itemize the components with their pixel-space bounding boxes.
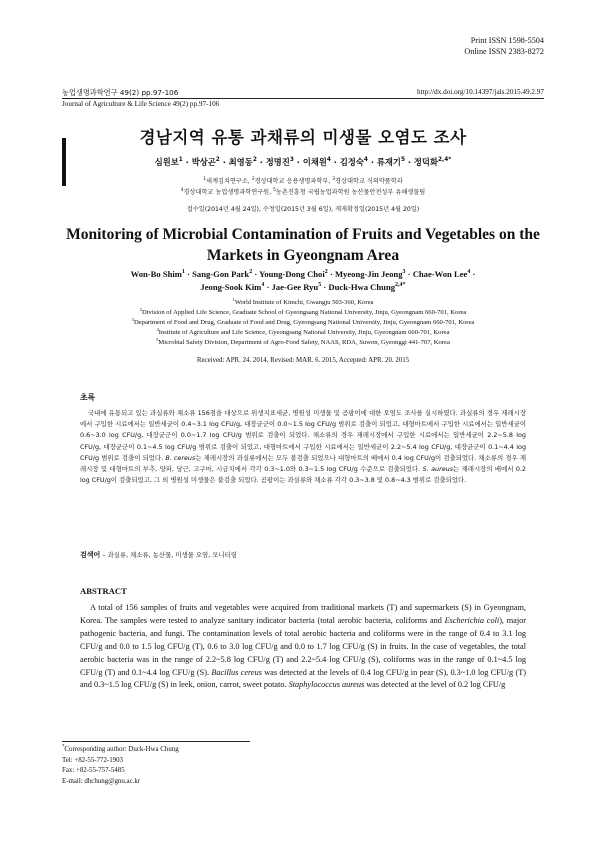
email[interactable]: E-mail: dhchung@gnu.ac.kr [62, 777, 141, 785]
author-en: Young-Dong Choi$^2$ [259, 269, 328, 279]
author-kr: 박상곤$^2$ [191, 157, 220, 167]
journal-citation-kr: 농업생명과학연구 49(2) pp.97-106 [62, 88, 179, 97]
issn-block [464, 36, 544, 57]
author-en: Myeong-Jin Jeong$^3$ [334, 269, 406, 279]
affiliation-kr: $^5$농촌진흥청 국립농업과학원 농산물안전성부 유해생물팀 [273, 187, 426, 196]
affiliations-en [62, 298, 544, 348]
keywords-text: – 과실류, 채소류, 농산물, 미생물 오염, 모니터링 [100, 551, 237, 559]
affiliation-en: $^3$Department of Food and Drug, Graduate of Food and Drug, Gyeongsang National University, Jinju, Gyeongnam 660-701, Korea [131, 316, 475, 326]
affiliation-en: $^5$Microbial Safety Division, Department of Agro-Food Safety, NAAS, RDA, Suwon, Gyeonggi 441-707, Korea [156, 336, 450, 346]
corresponding-author-footnote [62, 745, 179, 787]
author-kr: 김정숙$^4$ [339, 157, 368, 167]
author-list-en: Won-Bo Shim$^1$ · Sang-Gon Park$^2$ · Young-Dong Choi$^2$ · Myeong-Jin Jeong$^3$ · Chae-Won Lee$^4$ · Jeong-Sook Kim$^4$ · Jae-Gee Ryu$^5$ · Duck-Hwa Chung$^{2,4*}$ [130, 269, 476, 292]
affiliations-kr [62, 176, 544, 198]
author-en: Sang-Gon Park$^2$ [192, 269, 253, 279]
author-en: Jeong-Sook Kim$^4$ [200, 282, 265, 292]
author-kr: 이채원$^4$ [302, 157, 331, 167]
telephone: Tel: +82-55-772-1903 [62, 756, 124, 764]
abstract-kr-heading: 초록 [80, 393, 96, 402]
author-kr: 정명진$^3$ [265, 157, 294, 167]
fax: Fax: +82-55-757-5485 [62, 767, 125, 775]
author-kr: 심원보$^1$ [154, 157, 183, 167]
affiliation-en: $^2$Division of Applied Life Science, Graduate School of Gyeongsang National University, Jinju, Gyeongnam 660-701, Korea [139, 306, 467, 316]
abstract-en-heading: ABSTRACT [80, 586, 127, 596]
abstract-en-body: A total of 156 samples of fruits and vegetables were acquired from traditional markets (T) and supermarkets (S) in Gyeongnam, Korea. The samples were tested to analyze sanitary indicator bacteria (total aerobic bacteria, coliforms and Escherichia coli), major pathogenic bacteria, and fungi. The contamination levels of total aerobic bacteria and coliforms were in the range of 0.4 to 3.1 log CFU/g and 0.0 to 1.5 log CFU/g (T), 0.6 to 3.0 log CFU/g and 0.0 to 1.7 log CFU/g (S) in fruits. In the case of vegetables, the total aerobic bacteria was in the range of 2.2~5.8 log CFU/g (T) and 2.2~5.4 log CFU/g (S), coliforms was in the range of 0.1~4.5 log CFU/g (T) and 0.1~4.4 log CFU/g (S). Bacillus cereus was detected at the levels of 0.4 log CFU/g in pear (S), 0.3~1.0 log CFU/g (T) and 0.3~1.5 log CFU/g (S) in leek, onion, carrot, sweet potato. Staphylococcus aureus was detected at the level of 0.2 log CFU/g [80, 603, 527, 690]
header-rule [62, 98, 544, 99]
keywords-label: 검색어 [80, 551, 101, 559]
author-en: Duck-Hwa Chung$^{2,4*}$ [328, 282, 406, 292]
author-en: Chae-Won Lee$^4$ [412, 269, 471, 279]
online-issn: Online ISSN 2383-8272 [464, 46, 544, 56]
page-title-kr: 경남지역 유통 과채류의 미생물 오염도 조사 [139, 128, 467, 147]
print-issn: Print ISSN 1598-5504 [470, 36, 544, 45]
abstract-kr-body: 국내에 유통되고 있는 과실류와 채소류 156점을 대상으로 위생지표세균, 병원성 미생물 및 곰팡이에 대한 오염도 조사를 실시하였다. 과실류의 경우 재래시장에서 구입한 시료에서는 일반세균이 0.4~3.1 log CFU/g, 대장균군이 0.0~1.5 log CFU/g 범위로 검출이 되었고, 대형마트에서 구입한 시료에서는 일반세균이 0.6~3.0 log CFU/g, 대장균군이 0.0~1.7 log CFU/g 범위로 검출이 되었다. 채소류의 경우 재래시장에서 구입한 시료에서는 일반세균이 2.2~5.8 log CFU/g, 대장균군이 0.1~4.5 log CFU/g 범위로 검출이 되었고, 대형마트에서 구입한 시료에서는 일반세균이 2.2~5.4 log CFU/g, 대장균군이 0.1~4.4 log CFU/g 범위로 검출이 되었다. B. cereus는 재래시장의 과실류에서는 모두 불검출 되었으나 대형마트의 배에서 0.4 log CFU/g이 검출되었다. 채소류의 경우 재래시장 및 대형마트의 부추, 양파, 당근, 고구마, 시금치에서 각각 0.3~1.0와 0.3~1.5 log CFU/g 수준으로 검출되었다. S. aureus는 재래시장의 배에서 0.2 log CFU/g이 검출되었고, 그 외 병원성 미생물은 불검출 되었다. 곰팡이는 과실류와 채소류 각각 0.3~3.8 및 0.8~4.3 범위로 검출되었다. [80, 409, 527, 485]
author-en: Jae-Gee Ryu$^5$ [271, 282, 322, 292]
affiliation-kr: $^4$경상대학교 농업생명과학연구원, [180, 187, 274, 196]
doi-link[interactable]: http://dx.doi.org/10.14397/jals.2015.49.2.97 [416, 88, 544, 96]
footnote-rule [62, 741, 250, 742]
affiliation-en: $^4$Institute of Agriculture and Life Science, Gyeongsang National University, Jinju, Gyeongnam 660-701, Korea [156, 326, 450, 336]
page-title-en [62, 224, 544, 266]
affiliation-kr: $^3$경상대학교 식의약품학과 [332, 176, 403, 185]
affiliation-kr: $^1$세계김치연구소, [203, 176, 252, 185]
journal-citation-en: Journal of Agriculture & Life Science 49(2) pp.97-106 [62, 100, 220, 108]
author-kr: 최영동$^2$ [228, 157, 257, 167]
author-kr: 정덕화$^{2,4*}$ [413, 157, 452, 167]
affiliation-en: $^1$World Institute of Kimchi, Gwangju 503-360, Korea [232, 296, 374, 306]
title-en-line: Monitoring of Microbial Contamination of Fruits and Vegetables on the [66, 226, 540, 243]
title-en-line: Markets in Gyeongnam Area [206, 247, 400, 264]
author-list-kr: 심원보$^1$ · 박상곤$^2$ · 최영동$^2$ · 정명진$^3$ · 이채원$^4$ · 김정숙$^4$ · 류재기$^5$ · 정덕화$^{2,4*}$ [154, 157, 452, 167]
author-en: Won-Bo Shim$^1$ [130, 269, 185, 279]
corresponding-author: *Corresponding author: Duck-Hwa Chung [62, 744, 179, 753]
dates-en: Received: APR. 24. 2014, Revised: MAR. 6. 2015, Accepted: APR. 20. 2015 [196, 357, 410, 364]
keywords [80, 550, 526, 560]
author-kr: 류재기$^5$ [376, 157, 405, 167]
dates-kr: 접수일(2014년 4월 24일), 수정일(2015년 3월 6일), 게재확정일(2015년 4월 20일) [186, 206, 420, 213]
affiliation-kr: $^2$경상대학교 응용생명과학부, [251, 176, 333, 185]
